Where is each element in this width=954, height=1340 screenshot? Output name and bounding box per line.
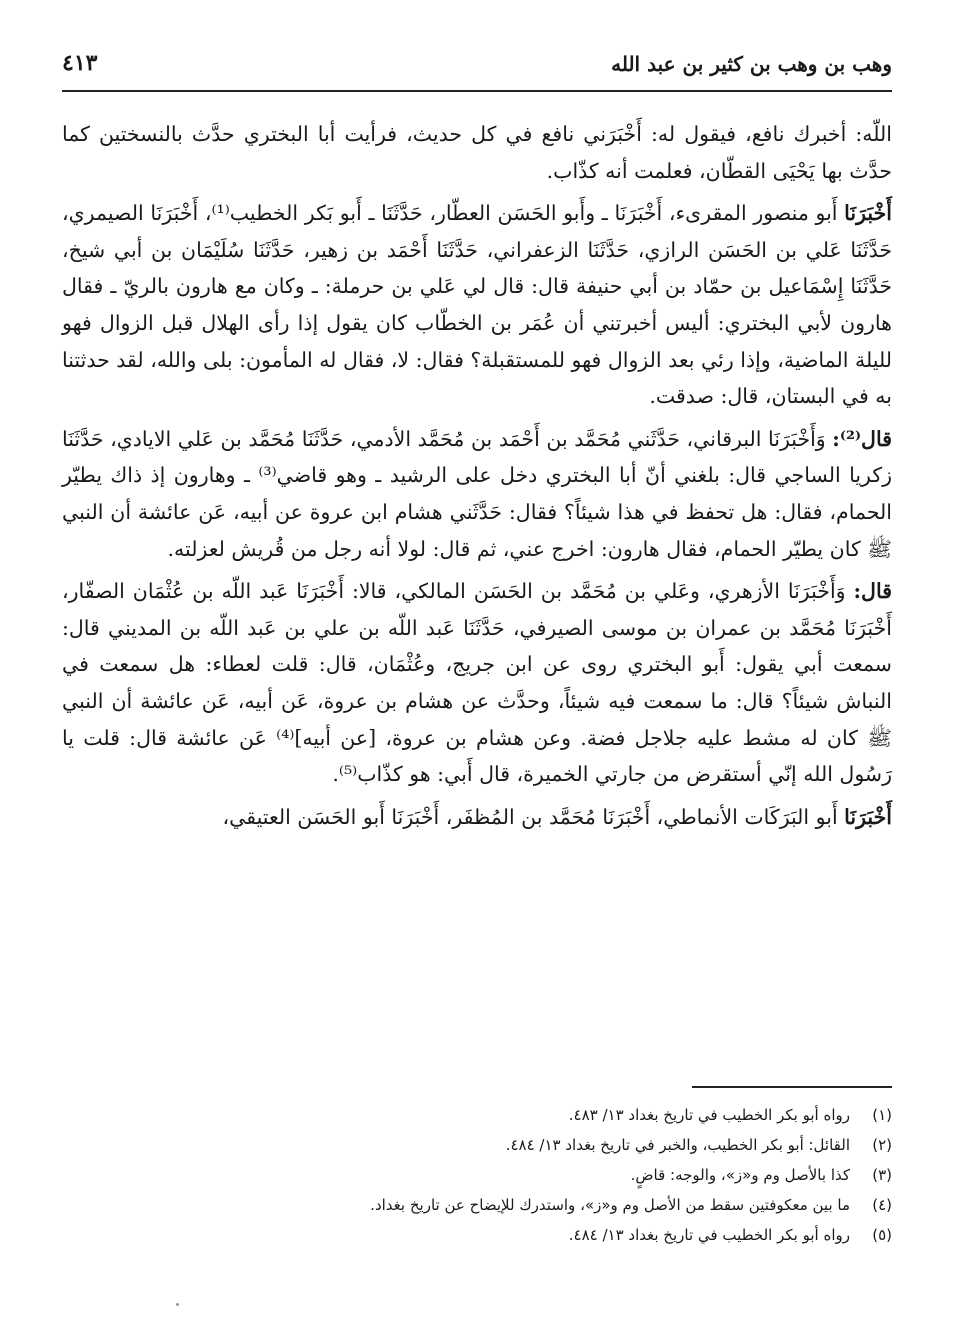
footnote — [62, 1160, 892, 1190]
header-rule — [62, 90, 892, 92]
footnotes — [62, 1100, 892, 1250]
paragraph-lead: قال: — [853, 579, 892, 604]
footnote — [62, 1100, 892, 1130]
footnote — [62, 1190, 892, 1220]
paragraph: قال⁽²⁾: وَأَخْبَرَنَا البرقاني، حَدَّثَني مُحَمَّد بن أَحْمَد بن مُحَمَّد الأدمي، حَدَّثَنَا مُحَمَّد بن عَلي الايادي، حَدَّثَنَا زكريا الساجي قال: بلغني أنّ أبا البختري دخل على الرشيد ـ وهو قاضي⁽³⁾ ـ وهارون إذ ذاك يطيّر الحمام، فقال: هل تحفظ في هذا شيئاً؟ فقال: حَدَّثَني هشام ابن عروة عن أبيه، عَن عائشة أن النبي ﷺ كان يطيّر الحمام، فقال هارون: اخرج عني، ثم قال: لولا أنه رجل من قُريش لعزلته. — [62, 426, 893, 561]
footnote-text: كذا بالأصل وم و«ز»، والوجه: قاضٍ. — [630, 1166, 850, 1184]
footnote-number: (٢) — [872, 1136, 892, 1154]
page-number: ٤١٣ — [62, 50, 98, 76]
footnote-text: القائل: أبو بكر الخطيب، والخبر في تاريخ بغداد ١٣/ ٤٨٤. — [505, 1136, 850, 1154]
paragraph: أَخْبَرَنَا أَبو منصور المقرىء، أَخْبَرَنَا ـ وأَبو الحَسَن العطّار، حَدَّثَنَا ـ أَبو بَكر الخطيب⁽¹⁾، أَخْبَرَنَا الصيمري، حَدَّثَنَا عَلي بن الحَسَن الرازي، حَدَّثَنَا الزعفراني، حَدَّثَنَا أَحْمَد بن زهير، حَدَّثَنَا سُلَيْمَان بن أبي شيخ، حَدَّثَنَا إِسْمَاعيل بن حمّاد بن أبي حنيفة قال: قال لي عَلي بن حرملة: ـ وكان مع هارون بالريّ ـ فقال هارون لأبي البختري: أليس أخبرتني أن عُمَر بن الخطّاب كان يقول إذا رأى الهلال قبل الزوال فهو لليلة الماضية، وإذا رئي بعد الزوال فهو للمستقبلة؟ فقال: لا، فقال له المأمون: بلى والله، لقد حدثتنا به في البستان، قال: صدقت. — [62, 201, 892, 409]
paragraph-lead: قال⁽²⁾: — [832, 426, 892, 451]
footnote-number: (٣) — [872, 1166, 892, 1184]
paragraph-lead: أَخْبَرَنَا — [844, 201, 892, 226]
scan-speck — [176, 1303, 179, 1306]
footnote-number: (١) — [872, 1106, 892, 1124]
running-title: وهب بن وهب بن كثير بن عبد الله — [611, 52, 892, 76]
footnote — [62, 1220, 892, 1250]
footnote-text: ما بين معكوفتين سقط من الأصل وم و«ز»، واستدرك للإيضاح عن تاريخ بغداد. — [370, 1196, 850, 1214]
footnote — [62, 1130, 892, 1160]
footnote-number: (٤) — [872, 1196, 892, 1214]
footnote-number: (٥) — [872, 1226, 892, 1244]
footnote-text: رواه أبو بكر الخطيب في تاريخ بغداد ١٣/ ٤٨٤. — [568, 1226, 850, 1244]
paragraph: اللّه: أخبرك نافع، فيقول له: أَخْبَرَني نافع في كل حديث، فرأيت أبا البختري حدَّث بالنسختين كما حدَّث بها يَحْيَى القطّان، فعلمت أنه كذّاب. — [62, 122, 892, 183]
paragraph: أَخْبَرَنَا أَبو البَرَكَات الأنماطي، أَخْبَرَنَا مُحَمَّد بن المُظفَر، أَخْبَرَنَا أَبو الحَسَن العتيقي، — [222, 804, 892, 829]
main-text — [62, 116, 892, 835]
footnote-separator — [692, 1086, 892, 1088]
page-header — [62, 44, 892, 92]
paragraph: قال: وَأَخْبَرَنَا الأزهري، وعَلي بن مُحَمَّد بن الحَسَن المالكي، قالا: أَخْبَرَنَا عَبد اللّه بن عُثْمَان الصفّار، أَخْبَرَنَا مُحَمَّد بن عمران بن موسى الصيرفي، حَدَّثَنَا عَبد اللّه بن علي بن عَبد اللّه بن المديني قال: سمعت أبي يقول: أَبو البختري روى عن ابن جريج، وعُثْمَان، قال: قلت لعطاء: هل سمعت في النباش شيئاً؟ قال: ما سمعت فيه شيئاً، وحدَّث عن هشام بن عروة، عَن أبيه، عَن عائشة أن النبي ﷺ كان له مشط عليه جلاجل فضة. وعن هشام بن عروة، [عن أبيه]⁽⁴⁾ عَن عائشة قال: قلت يا رَسُول الله إنّي أستقرض من جارتي الخميرة، قال أَبي: هو كذّاب⁽⁵⁾. — [62, 579, 892, 787]
paragraph-lead: أَخْبَرَنَا — [844, 804, 892, 829]
footnote-text: رواه أبو بكر الخطيب في تاريخ بغداد ١٣/ ٤٨٣. — [568, 1106, 850, 1124]
